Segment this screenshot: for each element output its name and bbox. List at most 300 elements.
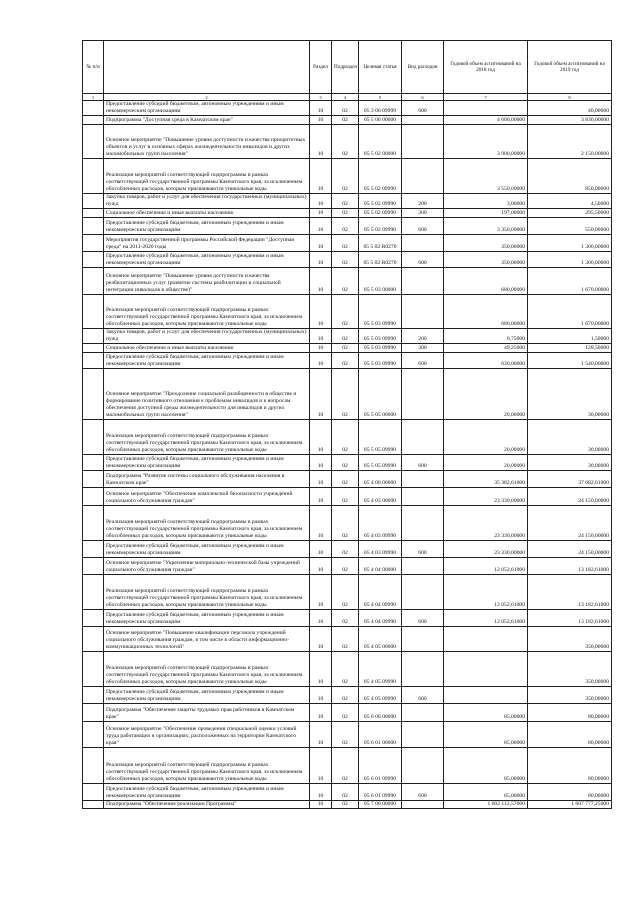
row-podrazdel: 02 — [332, 235, 359, 252]
row-target-article: 05 4 00 00000 — [359, 471, 402, 488]
row-podrazdel: 02 — [332, 159, 359, 194]
header-name — [104, 41, 310, 94]
row-podrazdel: 02 — [332, 652, 359, 687]
row-name: Предоставление субсидий бюджетным, автономным учреждениям и иным некоммерческим организациям — [104, 252, 310, 268]
row-razdel: 10 — [310, 748, 332, 784]
row-amount-2019: 350,00000 — [528, 627, 612, 652]
table-row — [83, 704, 612, 722]
table-row — [83, 455, 612, 471]
header-year-2018: Годовой объем ассигнований на 2018 год — [444, 41, 528, 94]
row-target-article: 05 5 05 09990 — [359, 455, 402, 471]
row-podrazdel: 02 — [332, 295, 359, 329]
row-razdel: 10 — [310, 159, 332, 194]
row-amount-2018: 23 330,00000 — [444, 541, 528, 558]
budget-table — [82, 40, 612, 809]
row-amount-2019: 4,50000 — [528, 194, 612, 209]
table-row — [83, 268, 612, 295]
row-name: Предоставление субсидий бюджетным, автономным учреждениям и иным некоммерческим организациям — [104, 353, 310, 369]
row-amount-2018: 12 052,61000 — [444, 558, 528, 575]
row-razdel: 10 — [310, 329, 332, 344]
table-row — [83, 506, 612, 541]
row-target-article: 05 4 04 00000 — [359, 558, 402, 575]
row-num — [83, 235, 104, 252]
row-num — [83, 295, 104, 329]
row-name: Социальное обеспечение и иные выплаты населению — [104, 344, 310, 353]
row-num — [83, 488, 104, 506]
row-num — [83, 101, 104, 116]
row-amount-2019: 13 182,61000 — [528, 558, 612, 575]
row-amount-2019: 24 150,00000 — [528, 541, 612, 558]
table-row — [83, 784, 612, 801]
row-name: Подпрограмма "Обеспечение реализации Программы" — [104, 801, 310, 809]
row-razdel: 10 — [310, 116, 332, 125]
row-num — [83, 704, 104, 722]
row-num — [83, 344, 104, 353]
row-num — [83, 541, 104, 558]
table-row — [83, 369, 612, 420]
header-target-article: Целевая статья — [359, 41, 402, 94]
row-razdel: 10 — [310, 610, 332, 627]
row-expense-type — [402, 558, 444, 575]
table-row — [83, 218, 612, 235]
row-num — [83, 125, 104, 159]
row-podrazdel: 02 — [332, 558, 359, 575]
row-num — [83, 801, 104, 809]
table-row — [83, 541, 612, 558]
row-target-article: 05 4 05 00000 — [359, 627, 402, 652]
row-name: Реализация мероприятий соответствующей подпрограммы в рамках соответствующей государственной программы Камчатского края, за исключением обособленных расходов, которым присваиваются уникальные коды — [104, 159, 310, 194]
row-podrazdel: 02 — [332, 455, 359, 471]
row-expense-type — [402, 704, 444, 722]
row-num — [83, 209, 104, 218]
row-name: Основное мероприятие "Укрепление материально-технической базы учреждений социального обслуживания граждан" — [104, 558, 310, 575]
table-row — [83, 801, 612, 809]
row-num — [83, 722, 104, 748]
row-target-article: 05 5 03 09990 — [359, 329, 402, 344]
row-expense-type — [402, 116, 444, 125]
row-podrazdel: 02 — [332, 627, 359, 652]
row-amount-2018: 1 602 112,57000 — [444, 801, 528, 809]
header-year-2019: Годовой объем ассигнований на 2019 год — [528, 41, 612, 94]
row-target-article: 05 4 05 09990 — [359, 652, 402, 687]
row-razdel: 10 — [310, 575, 332, 610]
row-target-article: 05 5 02 R0270 — [359, 252, 402, 268]
row-razdel: 10 — [310, 506, 332, 541]
row-amount-2019: 30,00000 — [528, 455, 612, 471]
row-razdel: 10 — [310, 209, 332, 218]
row-amount-2018: 85,00000 — [444, 784, 528, 801]
row-amount-2019: 550,00000 — [528, 218, 612, 235]
row-num — [83, 369, 104, 420]
row-amount-2019: 350,00000 — [528, 687, 612, 704]
row-podrazdel: 02 — [332, 488, 359, 506]
table-row — [83, 420, 612, 455]
row-name: Предоставление субсидий бюджетным, автономным учреждениям и иным некоммерческим организациям — [104, 784, 310, 801]
row-amount-2019: 30,00000 — [528, 369, 612, 420]
row-name: Подпрограмма "Доступная среда в Камчатском крае" — [104, 116, 310, 125]
row-name: Мероприятия государственной программы Российской Федерации "Доступная среда" на 2011-2020 годы — [104, 235, 310, 252]
column-number: 3 — [310, 94, 332, 101]
row-expense-type: 300 — [402, 344, 444, 353]
row-amount-2019: 1 540,00000 — [528, 353, 612, 369]
row-amount-2018: 85,00000 — [444, 722, 528, 748]
row-name: Предоставление субсидий бюджетным, автономным учреждениям и иным некоммерческим организациям — [104, 610, 310, 627]
row-razdel: 10 — [310, 471, 332, 488]
row-podrazdel: 02 — [332, 801, 359, 809]
row-razdel: 10 — [310, 784, 332, 801]
row-razdel: 10 — [310, 101, 332, 116]
row-razdel: 10 — [310, 687, 332, 704]
table-row — [83, 558, 612, 575]
row-expense-type — [402, 295, 444, 329]
row-razdel: 10 — [310, 801, 332, 809]
table-row — [83, 722, 612, 748]
row-amount-2018: 197,00000 — [444, 209, 528, 218]
column-number: 5 — [359, 94, 402, 101]
row-num — [83, 652, 104, 687]
row-amount-2018: 35 382,61000 — [444, 471, 528, 488]
row-target-article: 05 7 00 00000 — [359, 801, 402, 809]
row-name: Основное мероприятие "Повышение уровня доступности и качества приоритетных объектов и услуг в основных сферах жизнедеятельности инвалидов и других маломобильных групп населения" — [104, 125, 310, 159]
row-amount-2018: 20,00000 — [444, 420, 528, 455]
row-expense-type: 600 — [402, 252, 444, 268]
row-target-article: 05 5 02 00000 — [359, 125, 402, 159]
row-num — [83, 627, 104, 652]
row-expense-type — [402, 268, 444, 295]
row-num — [83, 268, 104, 295]
row-amount-2018: 680,00000 — [444, 268, 528, 295]
header-expense-type: Вид расходов — [402, 41, 444, 94]
row-target-article: 05 5 02 09990 — [359, 159, 402, 194]
row-num — [83, 455, 104, 471]
column-number: 4 — [332, 94, 359, 101]
row-amount-2018: 12 052,61000 — [444, 575, 528, 610]
table-header-row — [83, 41, 612, 94]
table-row — [83, 610, 612, 627]
column-number: 7 — [444, 94, 528, 101]
row-amount-2018: 23 330,00000 — [444, 506, 528, 541]
row-num — [83, 329, 104, 344]
table-row — [83, 252, 612, 268]
row-num — [83, 687, 104, 704]
row-amount-2018 — [444, 652, 528, 687]
row-target-article: 05 4 03 09990 — [359, 506, 402, 541]
row-target-article: 05 6 01 00000 — [359, 722, 402, 748]
row-amount-2018: 350,00000 — [444, 235, 528, 252]
column-number: 8 — [528, 94, 612, 101]
row-name: Предоставление субсидий бюджетным, автономным учреждениям и иным некоммерческим организациям — [104, 541, 310, 558]
row-name: Подпрограмма "Развитие системы социального обслуживания населения в Камчатском крае" — [104, 471, 310, 488]
table-row — [83, 209, 612, 218]
row-expense-type: 600 — [402, 101, 444, 116]
row-expense-type — [402, 506, 444, 541]
row-razdel: 10 — [310, 488, 332, 506]
row-expense-type — [402, 627, 444, 652]
row-razdel: 10 — [310, 369, 332, 420]
row-razdel: 10 — [310, 194, 332, 209]
row-expense-type: 600 — [402, 353, 444, 369]
row-num — [83, 353, 104, 369]
row-amount-2019: 30,00000 — [528, 420, 612, 455]
row-expense-type — [402, 488, 444, 506]
row-expense-type — [402, 471, 444, 488]
row-expense-type — [402, 369, 444, 420]
row-name: Реализация мероприятий соответствующей подпрограммы в рамках соответствующей государственной программы Камчатского края, за исключением обособленных расходов, которым присваиваются уникальные коды — [104, 506, 310, 541]
row-razdel: 10 — [310, 353, 332, 369]
row-podrazdel: 02 — [332, 704, 359, 722]
row-amount-2019: 24 150,00000 — [528, 506, 612, 541]
table-row — [83, 125, 612, 159]
row-name: Основное мероприятие "Обеспечение комплексной безопасности учреждений социального обслуживания граждан" — [104, 488, 310, 506]
row-target-article: 05 6 01 09990 — [359, 784, 402, 801]
row-expense-type: 600 — [402, 610, 444, 627]
row-target-article: 05 5 03 09990 — [359, 295, 402, 329]
row-target-article: 05 4 03 09990 — [359, 541, 402, 558]
row-expense-type — [402, 652, 444, 687]
table-row — [83, 194, 612, 209]
row-amount-2018: 630,00000 — [444, 353, 528, 369]
row-amount-2019: 350,00000 — [528, 652, 612, 687]
row-expense-type — [402, 748, 444, 784]
row-podrazdel: 02 — [332, 506, 359, 541]
row-podrazdel: 02 — [332, 344, 359, 353]
row-amount-2019: 1 607 777,25000 — [528, 801, 612, 809]
row-name: Реализация мероприятий соответствующей подпрограммы в рамках соответствующей государственной программы Камчатского края, за исключением обособленных расходов, которым присваиваются уникальные коды — [104, 420, 310, 455]
row-amount-2018: 49,25000 — [444, 344, 528, 353]
row-amount-2018: 4 600,00000 — [444, 116, 528, 125]
row-amount-2019: 13 182,61000 — [528, 610, 612, 627]
row-amount-2019: 80,00000 — [528, 704, 612, 722]
row-razdel: 10 — [310, 125, 332, 159]
row-target-article: 05 5 03 09990 — [359, 353, 402, 369]
row-target-article: 05 5 03 09990 — [359, 344, 402, 353]
row-podrazdel: 02 — [332, 329, 359, 344]
row-podrazdel: 02 — [332, 252, 359, 268]
row-amount-2019: 80,00000 — [528, 722, 612, 748]
row-name: Основное мероприятие "Повышение квалификации персонала учреждений социального обслуживания граждан, в том числе в области информационно-коммуникационных технологий" — [104, 627, 310, 652]
row-amount-2018: 3 350,00000 — [444, 218, 528, 235]
row-name: Реализация мероприятий соответствующей подпрограммы в рамках соответствующей государственной программы Камчатского края, за исключением обособленных расходов, которым присваиваются уникальные коды — [104, 748, 310, 784]
row-razdel: 10 — [310, 627, 332, 652]
row-amount-2019: 80,00000 — [528, 784, 612, 801]
row-num — [83, 784, 104, 801]
row-amount-2019: 128,50000 — [528, 344, 612, 353]
row-expense-type — [402, 125, 444, 159]
row-name: Закупка товаров, работ и услуг для обеспечения государственных (муниципальных) нужд — [104, 329, 310, 344]
row-podrazdel: 02 — [332, 125, 359, 159]
row-amount-2019: 1 670,00000 — [528, 268, 612, 295]
row-amount-2018: 23 330,00000 — [444, 488, 528, 506]
row-target-article: 05 4 04 09990 — [359, 610, 402, 627]
row-num — [83, 194, 104, 209]
row-razdel: 10 — [310, 455, 332, 471]
row-amount-2019: 40,00000 — [528, 101, 612, 116]
row-podrazdel: 02 — [332, 748, 359, 784]
row-amount-2018: 85,00000 — [444, 748, 528, 784]
header-num: № п/п — [83, 41, 104, 94]
row-name: Предоставление субсидий бюджетным, автономным учреждениям и иным некоммерческим организациям — [104, 455, 310, 471]
row-amount-2018: 3 550,00000 — [444, 159, 528, 194]
row-podrazdel: 02 — [332, 101, 359, 116]
table-row — [83, 101, 612, 116]
row-amount-2019: 850,00000 — [528, 159, 612, 194]
row-target-article: 05 4 03 00000 — [359, 488, 402, 506]
table-row — [83, 687, 612, 704]
row-amount-2019: 37 682,61000 — [528, 471, 612, 488]
row-name: Основное мероприятие "Повышение уровня доступности и качества реабилитационных услуг (развитие системы реабилитации и социальной интеграции инвалидов в обществе)" — [104, 268, 310, 295]
table-row — [83, 353, 612, 369]
row-expense-type: 600 — [402, 687, 444, 704]
row-expense-type — [402, 420, 444, 455]
row-name: Основное мероприятие "Обеспечение проведения специальной оценки условий труда работающих в организациях, расположенных на территории Камчатского края" — [104, 722, 310, 748]
table-row — [83, 235, 612, 252]
row-target-article: 05 6 00 00000 — [359, 704, 402, 722]
row-amount-2019: 2 150,00000 — [528, 125, 612, 159]
row-podrazdel: 02 — [332, 471, 359, 488]
row-name: Реализация мероприятий соответствующей подпрограммы в рамках соответствующей государственной программы Камчатского края, за исключением обособленных расходов, которым присваиваются уникальные коды — [104, 652, 310, 687]
row-target-article: 05 5 02 R0270 — [359, 235, 402, 252]
column-number: 1 — [83, 94, 104, 101]
row-name: Реализация мероприятий соответствующей подпрограммы в рамках соответствующей государственной программы Камчатского края, за исключением обособленных расходов, которым присваиваются уникальные коды — [104, 575, 310, 610]
row-podrazdel: 02 — [332, 687, 359, 704]
header-razdel: Раздел — [310, 41, 332, 94]
row-target-article: 05 5 03 00000 — [359, 268, 402, 295]
row-razdel: 10 — [310, 268, 332, 295]
row-amount-2019: 24 150,00000 — [528, 488, 612, 506]
row-amount-2018: 0,75000 — [444, 329, 528, 344]
row-target-article: 05 3 06 09999 — [359, 101, 402, 116]
row-podrazdel: 02 — [332, 575, 359, 610]
row-amount-2019: 80,00000 — [528, 748, 612, 784]
row-target-article: 05 5 05 09990 — [359, 420, 402, 455]
row-num — [83, 252, 104, 268]
table-row — [83, 575, 612, 610]
table-row — [83, 488, 612, 506]
row-podrazdel: 02 — [332, 268, 359, 295]
row-podrazdel: 02 — [332, 116, 359, 125]
row-name: Основное мероприятие "Преодоление социальной разобщенности в обществе и формирование позитивного отношения к проблемам инвалидов и к вопросам обеспечения доступной среды жизнедеятельности для инвалидов и других маломобильных групп населения" — [104, 369, 310, 420]
row-name: Закупка товаров, работ и услуг для обеспечения государственных (муниципальных) нужд — [104, 194, 310, 209]
row-razdel: 10 — [310, 722, 332, 748]
row-name: Предоставление субсидий бюджетным, автономным учреждениям и иным некоммерческим организациям — [104, 687, 310, 704]
row-podrazdel: 02 — [332, 722, 359, 748]
row-expense-type — [402, 722, 444, 748]
row-razdel: 10 — [310, 295, 332, 329]
table-row — [83, 159, 612, 194]
row-amount-2018: 85,00000 — [444, 704, 528, 722]
row-target-article: 05 6 01 09990 — [359, 748, 402, 784]
row-name: Реализация мероприятий соответствующей подпрограммы в рамках соответствующей государственной программы Камчатского края, за исключением обособленных расходов, которым присваиваются уникальные коды — [104, 295, 310, 329]
table-row — [83, 116, 612, 125]
row-podrazdel: 02 — [332, 610, 359, 627]
row-num — [83, 159, 104, 194]
table-row — [83, 471, 612, 488]
row-razdel: 10 — [310, 558, 332, 575]
table-body — [83, 101, 612, 809]
row-expense-type — [402, 575, 444, 610]
row-target-article: 05 5 00 00000 — [359, 116, 402, 125]
row-razdel: 10 — [310, 541, 332, 558]
row-name: Предоставление субсидий бюджетным, автономным учреждениям и иным некоммерческим организациям — [104, 101, 310, 116]
row-expense-type: 300 — [402, 209, 444, 218]
row-num — [83, 116, 104, 125]
row-amount-2019: 13 182,61000 — [528, 575, 612, 610]
row-num — [83, 575, 104, 610]
row-podrazdel: 02 — [332, 369, 359, 420]
row-expense-type — [402, 235, 444, 252]
row-amount-2018: 680,00000 — [444, 295, 528, 329]
row-expense-type: 600 — [402, 218, 444, 235]
row-name: Социальное обеспечение и иные выплаты населению — [104, 209, 310, 218]
row-name: Предоставление субсидий бюджетным, автономным учреждениям и иным некоммерческим организациям — [104, 218, 310, 235]
row-amount-2019: 1 300,00000 — [528, 235, 612, 252]
row-amount-2018: 20,00000 — [444, 369, 528, 420]
row-amount-2019: 1 670,00000 — [528, 295, 612, 329]
row-target-article: 05 5 02 09990 — [359, 209, 402, 218]
row-razdel: 10 — [310, 704, 332, 722]
row-num — [83, 610, 104, 627]
row-amount-2019: 3 830,00000 — [528, 116, 612, 125]
row-target-article: 05 5 02 09990 — [359, 218, 402, 235]
row-podrazdel: 02 — [332, 218, 359, 235]
row-razdel: 10 — [310, 218, 332, 235]
row-amount-2018 — [444, 687, 528, 704]
row-target-article: 05 5 05 00000 — [359, 369, 402, 420]
row-amount-2018: 350,00000 — [444, 252, 528, 268]
row-razdel: 10 — [310, 235, 332, 252]
table-row — [83, 652, 612, 687]
row-amount-2019: 1 300,00000 — [528, 252, 612, 268]
row-amount-2018 — [444, 627, 528, 652]
row-target-article: 05 4 04 09990 — [359, 575, 402, 610]
row-expense-type: 600 — [402, 455, 444, 471]
row-razdel: 10 — [310, 652, 332, 687]
column-number: 6 — [402, 94, 444, 101]
row-amount-2018: 12 052,61000 — [444, 610, 528, 627]
header-podrazdel: Подраздел — [332, 41, 359, 94]
row-expense-type: 600 — [402, 784, 444, 801]
row-expense-type — [402, 801, 444, 809]
row-amount-2018: 20,00000 — [444, 455, 528, 471]
column-number: 2 — [104, 94, 310, 101]
row-amount-2019: 295,50000 — [528, 209, 612, 218]
row-num — [83, 506, 104, 541]
row-podrazdel: 02 — [332, 420, 359, 455]
row-num — [83, 471, 104, 488]
row-num — [83, 748, 104, 784]
row-podrazdel: 02 — [332, 353, 359, 369]
row-num — [83, 218, 104, 235]
row-amount-2019: 1,50000 — [528, 329, 612, 344]
row-podrazdel: 02 — [332, 209, 359, 218]
row-expense-type: 600 — [402, 541, 444, 558]
row-podrazdel: 02 — [332, 194, 359, 209]
row-num — [83, 558, 104, 575]
table-row — [83, 295, 612, 329]
row-target-article: 05 5 02 09990 — [359, 194, 402, 209]
row-podrazdel: 02 — [332, 784, 359, 801]
row-amount-2018 — [444, 101, 528, 116]
table-row — [83, 627, 612, 652]
column-number-row — [83, 94, 612, 101]
budget-table-sheet — [82, 40, 611, 809]
row-name: Подпрограмма "Обеспечение защиты трудовых прав работников в Камчатском крае" — [104, 704, 310, 722]
row-target-article: 05 4 05 09990 — [359, 687, 402, 704]
row-razdel: 10 — [310, 344, 332, 353]
row-razdel: 10 — [310, 252, 332, 268]
row-num — [83, 420, 104, 455]
row-expense-type — [402, 159, 444, 194]
